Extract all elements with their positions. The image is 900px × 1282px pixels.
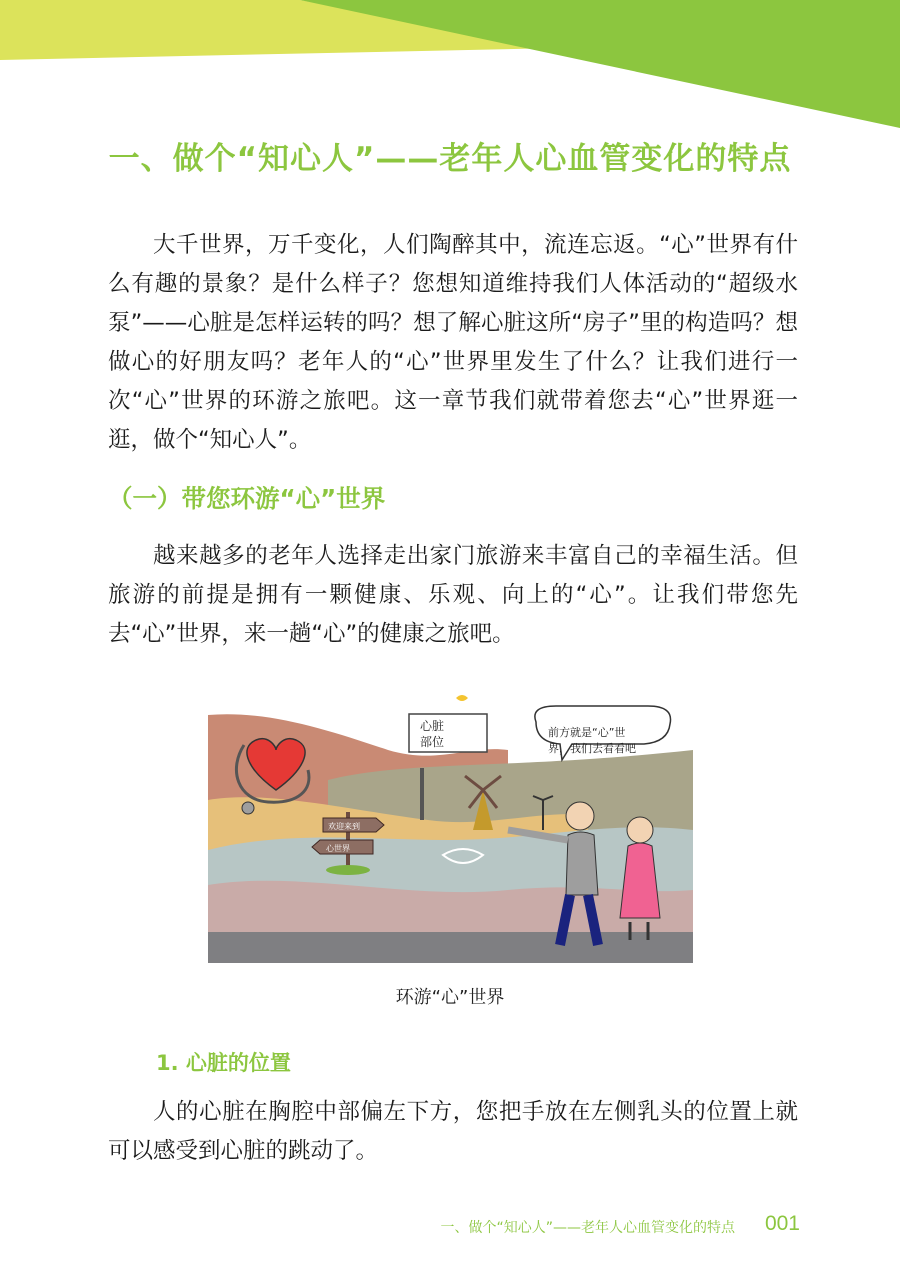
header-banner [0,0,900,130]
figure-caption: 环游“心”世界 [395,987,505,1008]
speech-line1: 前方就是“心”世 [548,726,626,739]
signpost-top: 欢迎来到 [328,822,360,831]
travel-illustration [208,690,693,963]
signpost-bottom: 心世界 [326,844,350,853]
intro-paragraph: 大千世界，万千变化，人们陶醉其中，流连忘返。“心”世界有什么有趣的景象？是什么样子？您想知道维持我们人体活动的“超级水泵”——心脏是怎样运转的吗？想了解心脏这所“房子”里的构造吗？想做心的好朋友吗？老年人的“心”世界里发生了什么？让我们进行一次“心”世界的环游之旅吧。这一章节我们就带着您去“心”世界逛一逛，做个“知心人”。 [108,232,798,453]
sign-line2: 部位 [420,735,445,749]
speech-line2: 界，我们去看看吧 [548,742,636,755]
sign-line1: 心脏 [420,719,445,733]
chapter-title: 一、做个“知心人”——老年人心血管变化的特点 [108,141,792,177]
running-title: 一、做个“知心人”——老年人心血管变化的特点 [440,1220,735,1236]
subsection-paragraph: 人的心脏在胸腔中部偏左下方，您把手放在左侧乳头的位置上就可以感受到心脏的跳动了。 [108,1099,798,1164]
page-number: 001 [764,1212,800,1235]
section-heading: （一）带您环游“心”世界 [108,484,386,513]
section-paragraph: 越来越多的老年人选择走出家门旅游来丰富自己的幸福生活。但旅游的前提是拥有一颗健康、乐观、向上的“心”。让我们带您先去“心”世界，来一趟“心”的健康之旅吧。 [108,543,798,647]
subheading: 1. 心脏的位置 [156,1051,291,1075]
